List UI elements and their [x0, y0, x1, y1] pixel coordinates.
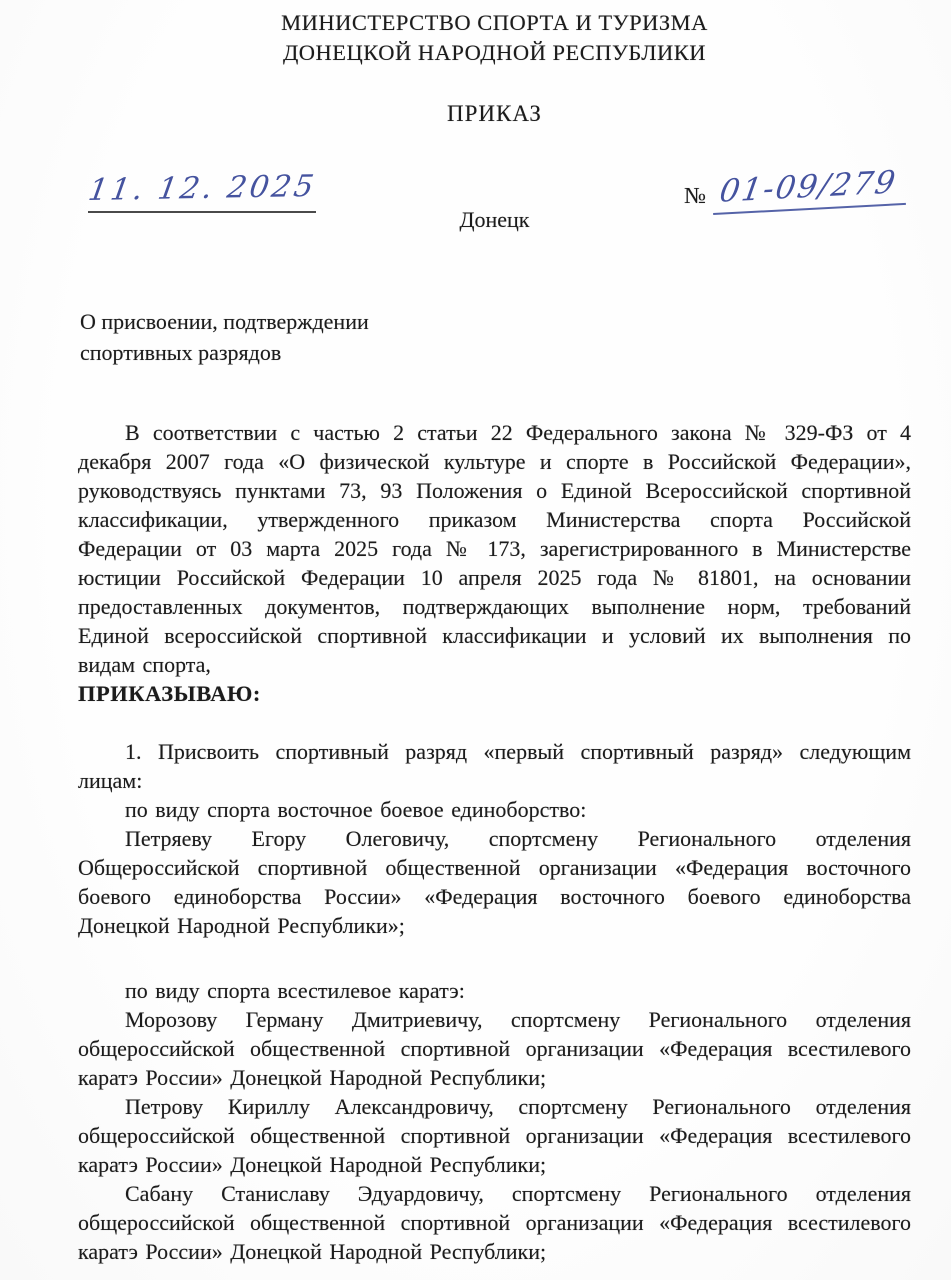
order-keyword: ПРИКАЗЫВАЮ: — [78, 681, 261, 706]
athlete-paragraph: Петряеву Егору Олеговичу, спортсмену Регионального отделения Общероссийской спортивной общественной организации «Федерация восточного боевого единоборства России» «Федерация восточного боевого единоборства Донецкой Народной Республики»; — [78, 826, 911, 938]
ministry-name-line1: МИНИСТЕРСТВО СПОРТА И ТУРИЗМА — [281, 10, 708, 35]
order-number-field — [684, 164, 905, 210]
order-number-handwritten: 01-09/279 — [717, 164, 900, 210]
document-subject — [80, 306, 540, 368]
athlete-paragraph: Сабану Станиславу Эдуардовичу, спортсмену Регионального отделения общероссийской общественной спортивной организации «Федерация всестилевого каратэ России» Донецкой Народной Республики; — [78, 1181, 911, 1264]
ministry-name-line2: ДОНЕЦКОЙ НАРОДНОЙ РЕСПУБЛИКИ — [282, 40, 707, 65]
number-sign: № — [684, 183, 707, 208]
sport2-section-header: по виду спорта всестилевое каратэ: — [125, 978, 465, 1003]
document-type: ПРИКАЗ — [447, 101, 542, 126]
order-number-underline — [711, 164, 906, 215]
ministry-name — [78, 8, 911, 68]
city-label: Донецк — [459, 207, 530, 232]
subject-line1: О присвоении, подтверждении — [80, 309, 369, 334]
item1-intro-paragraph: 1. Присвоить спортивный разряд «первый спортивный разряд» следующим лицам: — [78, 739, 911, 793]
sport1-section-header: по виду спорта восточное боевое единоборство: — [125, 797, 587, 822]
athlete-paragraph: Петрову Кириллу Александровичу, спортсмену Регионального отделения общероссийской общественной спортивной организации «Федерация всестилевого каратэ России» Донецкой Народной Республики; — [78, 1094, 911, 1177]
order-date-handwritten: 11. 12. 2025 — [85, 169, 319, 208]
document-body — [78, 418, 911, 1266]
athlete-paragraph: Морозову Герману Дмитриевичу, спортсмену Регионального отделения общероссийской общественной спортивной организации «Федерация всестилевого каратэ России» Донецкой Народной Республики; — [78, 1007, 911, 1090]
requisites-row — [78, 165, 911, 277]
preamble-paragraph: В соответствии с частью 2 статьи 22 Федерального закона № 329-ФЗ от 4 декабря 2007 года «О физической культуре и спорте в Российской Федерации», руководствуясь пунктами 73, 93 Положения о Единой Всероссийской спортивной классификации, утвержденного приказом Министерства спорта Российской Федерации от 03 марта 2025 года № 173, зарегистрированного в Министерстве юстиции Российской Федерации 10 апреля 2025 года № 81801, на основании предоставленных документов, подтверждающих выполнение норм, требований Единой всероссийской спортивной классификации и условий их выполнения по видам спорта, — [78, 420, 911, 677]
subject-line2: спортивных разрядов — [80, 340, 282, 365]
